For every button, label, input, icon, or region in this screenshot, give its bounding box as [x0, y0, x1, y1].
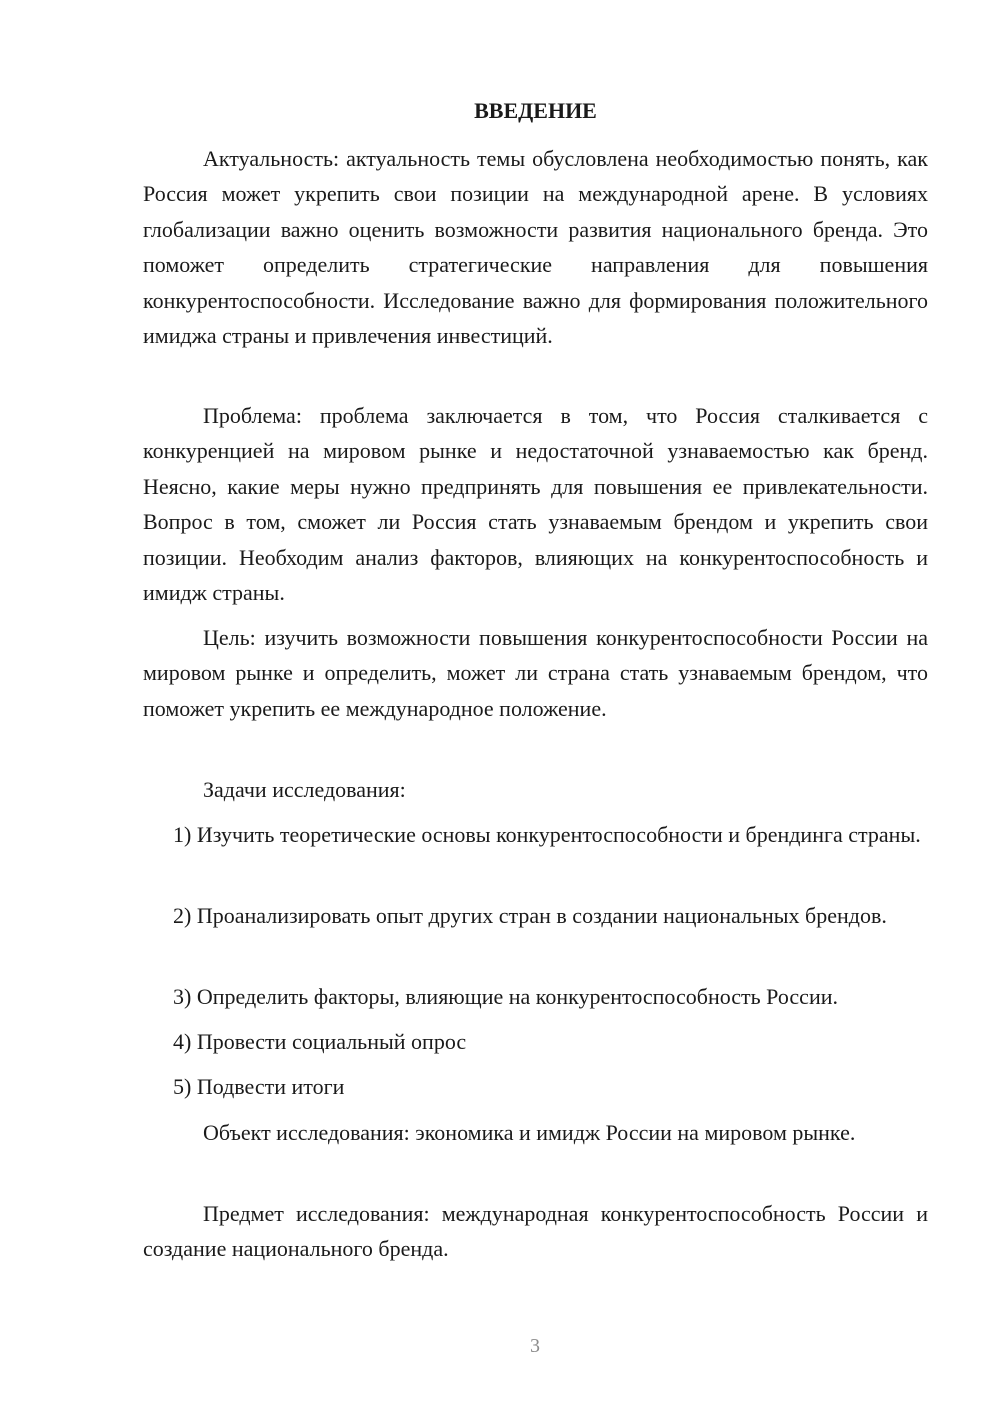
research-subject-paragraph: Предмет исследования: международная конкурентоспособность России и создание национального бренда. [143, 1201, 928, 1262]
tasks-heading: Задачи исследования: [203, 777, 406, 802]
problem-paragraph: Проблема: проблема заключается в том, что Россия сталкивается с конкуренцией на мировом рынке и недостаточной узнаваемостью как бренд. Неясно, какие меры нужно предпринять для повышения ее привлекательности. Вопрос в том, сможет ли Россия стать узнаваемым брендом и укрепить свои позиции. Необходим анализ факторов, влияющих на конкурентоспособность и имидж страны. [143, 403, 928, 606]
goal-paragraph: Цель: изучить возможности повышения конкурентоспособности России на мировом рынке и определить, может ли страна стать узнаваемым брендом, что поможет укрепить ее международное положение. [143, 625, 928, 721]
page-number: 3 [530, 1335, 540, 1357]
task-item-3: 3) Определить факторы, влияющие на конкурентоспособность России. [173, 984, 838, 1009]
relevance-paragraph: Актуальность: актуальность темы обусловлена необходимостью понять, как Россия может укрепить свои позиции на международной арене. В условиях глобализации важно оценить возможности развития национального бренда. Это поможет определить стратегические направления для повышения конкурентоспособности. Исследование важно для формирования положительного имиджа страны и привлечения инвестиций. [143, 146, 928, 349]
task-item-2: 2) Проанализировать опыт других стран в создании национальных брендов. [173, 903, 887, 928]
task-item-5: 5) Подвести итоги [173, 1074, 345, 1099]
research-object-paragraph: Объект исследования: экономика и имидж России на мировом рынке. [203, 1120, 856, 1145]
task-item-4: 4) Провести социальный опрос [173, 1029, 467, 1054]
task-item-1: 1) Изучить теоретические основы конкурентоспособности и брендинга страны. [173, 822, 921, 847]
section-title: ВВЕДЕНИЕ [474, 98, 597, 123]
